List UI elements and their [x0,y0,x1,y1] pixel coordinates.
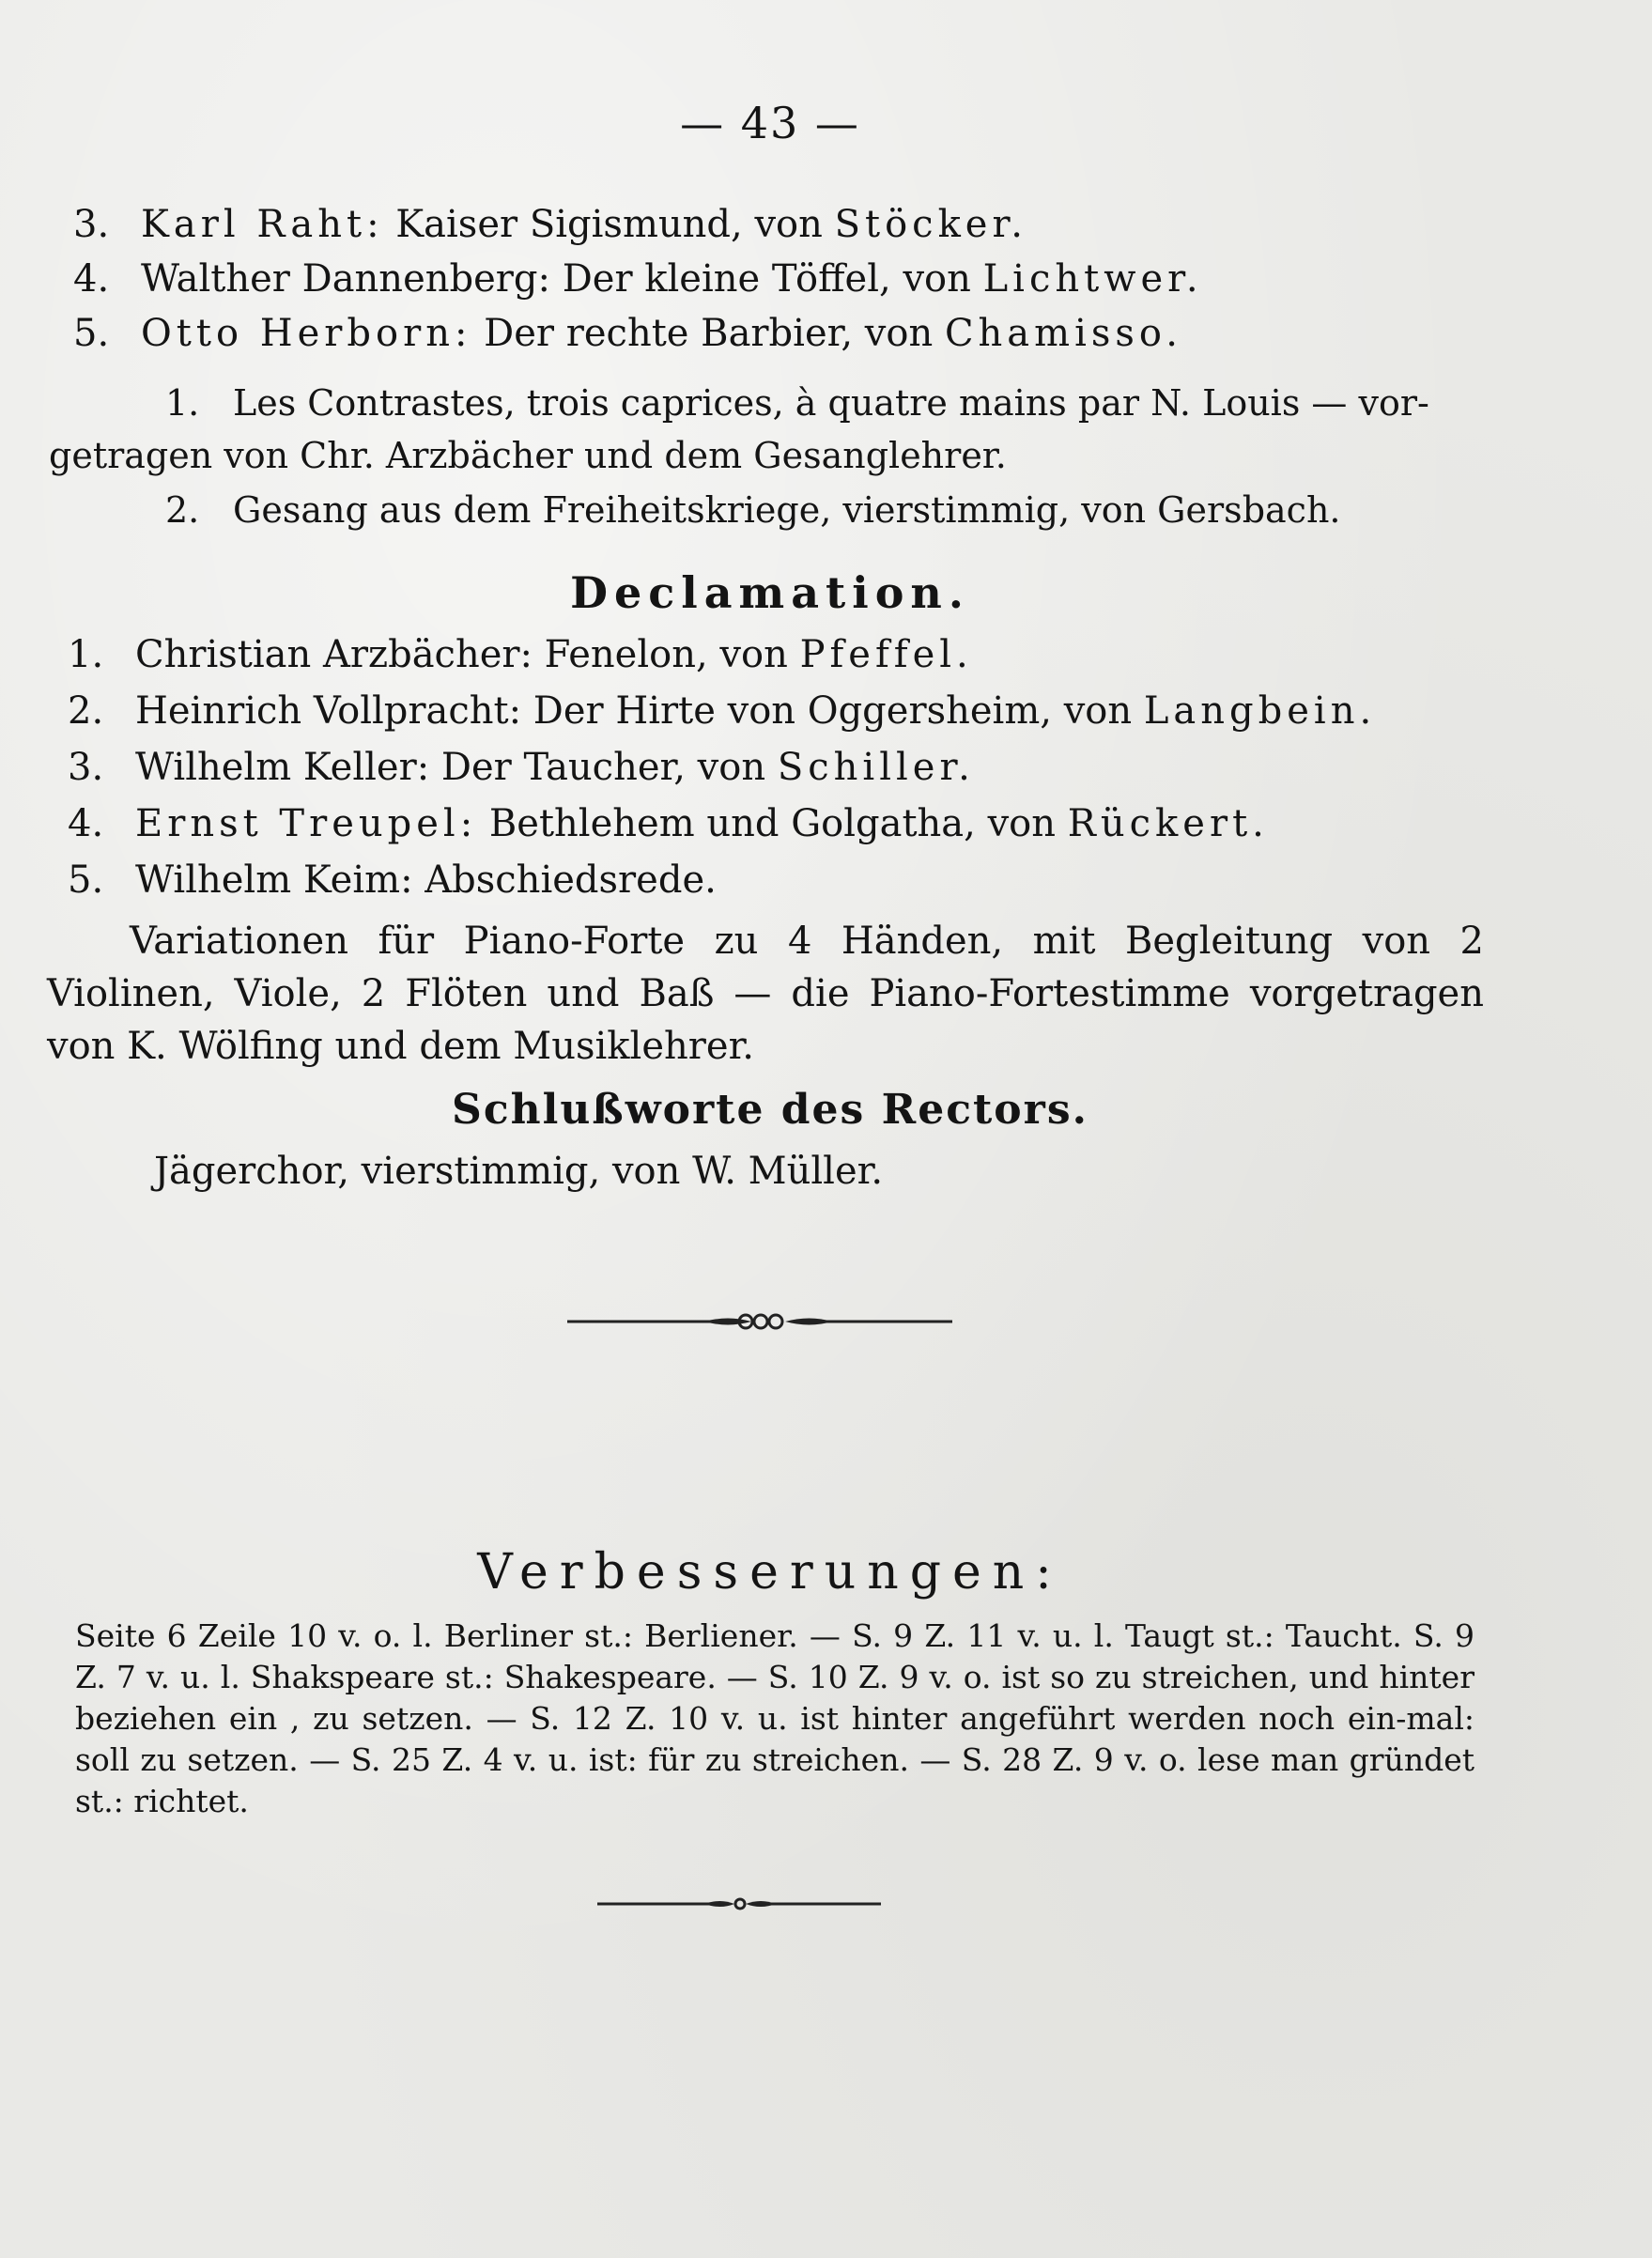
performer-name: Wilhelm Keim: [135,858,413,902]
performer-name: Christian Arzbächer: [135,633,533,676]
music-item [165,487,1341,534]
piece-author: Schiller. [777,746,975,789]
list-item [68,688,1376,735]
music-item [165,379,1429,426]
performer-name: Otto Herborn: [141,312,472,355]
music-text: Gesang aus dem Freiheitskriege, vierstimmig, von Gersbach. [233,489,1341,531]
list-number: 4. [68,802,104,845]
list-item [73,201,1027,248]
list-number: 2. [165,489,200,531]
list-item [68,744,975,791]
music-text: Les Contrastes, trois caprices, à quatre mains par N. Louis — vor- [233,382,1429,424]
music-item-continuation: getragen von Chr. Arzbächer und dem Gesanglehrer. [49,435,1007,476]
variations-paragraph [47,915,1484,1073]
performer-name: Wilhelm Keller: [135,746,430,789]
piece-author: Chamisso. [944,312,1183,355]
list-item [73,255,1203,302]
piece-title: Der kleine Töffel, von [549,257,983,301]
list-number: 4. [73,257,110,301]
list-item [68,857,717,904]
piece-title: Fenelon, von [532,633,800,676]
list-number: 1. [165,382,200,424]
list-item [73,310,1182,357]
list-number: 3. [68,746,104,789]
list-number: 5. [68,858,104,902]
declamation-heading: Declamation. [570,567,970,618]
list-number: 5. [73,312,110,355]
list-number: 2. [68,689,104,733]
piece-author: Langbein. [1143,689,1377,733]
piece-title: Der rechte Barbier, von [471,312,945,355]
page-number: — 43 — [680,98,860,148]
list-item [68,631,973,678]
performer-name: Karl Raht: [141,203,384,246]
piece-title: Der Hirte von Oggersheim, von [521,689,1144,733]
performer-name: Heinrich Vollpracht: [135,689,522,733]
ornament-divider-icon [594,1892,885,1916]
ornament-divider-icon [564,1306,958,1338]
list-number: 3. [73,203,110,246]
variations-text: Variationen für Piano-Forte zu 4 Händen, mit Begleitung von 2 Violinen, Viole, 2 Flöten und Baß — die Piano-Fortestimme vorgetragen von K. Wölfing und dem Musiklehrer. [47,920,1484,1068]
piece-author: Rückert. [1067,802,1269,845]
piece-author: Lichtwer. [982,257,1203,301]
list-number: 1. [68,633,104,676]
list-item [68,800,1269,847]
corrections-heading: Verbesserungen: [477,1544,1063,1601]
piece-title: Kaiser Sigismund, von [383,203,835,246]
piece-title: Bethlehem und Golgatha, von [477,802,1068,845]
closing-line: Jägerchor, vierstimmig, von W. Müller. [154,1150,884,1193]
piece-author: Pfeffel. [799,633,973,676]
performer-name: Walther Dannenberg: [141,257,550,301]
piece-title: Abschiedsrede. [412,858,717,902]
piece-author: Stöcker. [834,203,1027,246]
closing-heading: Schlußworte des Rectors. [452,1086,1088,1134]
piece-title: Der Taucher, von [429,746,778,789]
corrections-text: Seite 6 Zeile 10 v. o. l. Berliner st.: Berliener. — S. 9 Z. 11 v. u. l. Taugt st.: Taucht. S. 9 Z. 7 v. u. l. Shakspeare st.: Shakespeare. — S. 10 Z. 9 v. o. ist so zu streichen, und hinter beziehen ein , zu setzen. — S. 12 Z. 10 v. u. ist hinter angeführt werden noch ein-mal: soll zu setzen. — S. 25 Z. 4 v. u. ist: für zu streichen. — S. 28 Z. 9 v. o. lese man gründet st.: richtet. [75,1617,1474,1819]
performer-name: Ernst Treupel: [135,802,478,845]
